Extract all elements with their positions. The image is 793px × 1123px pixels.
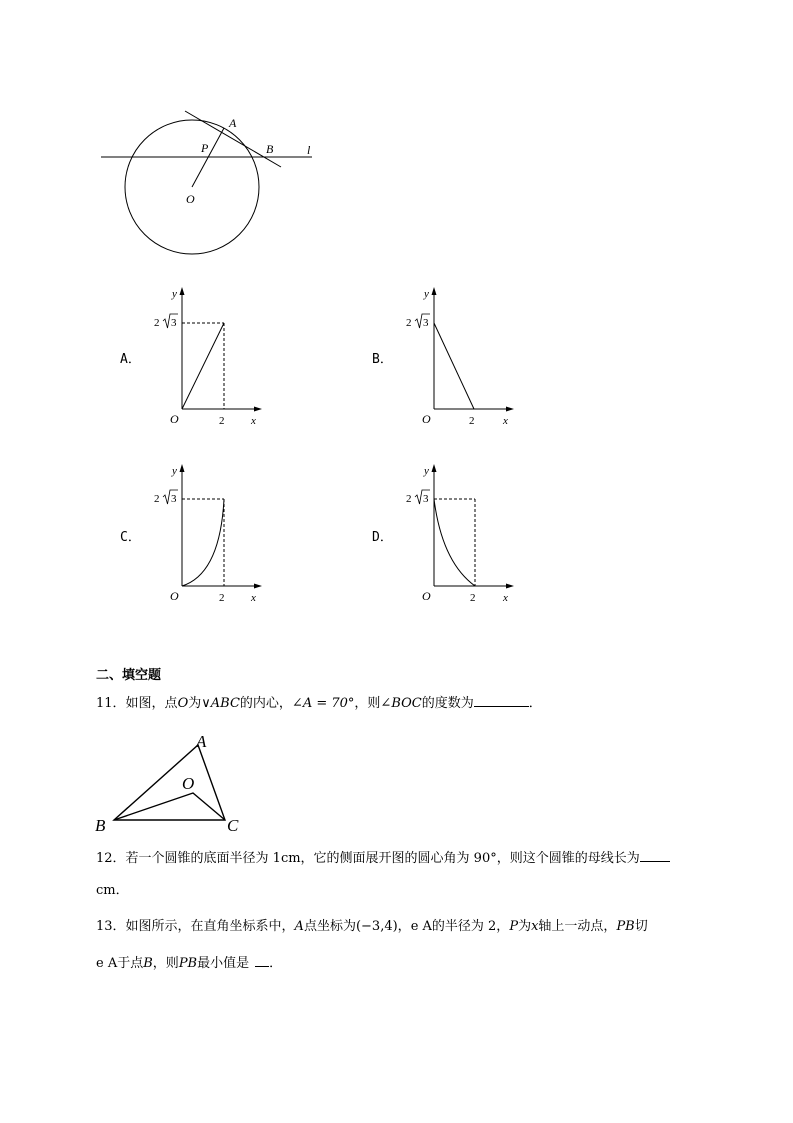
option-a-graph	[150, 285, 270, 430]
label-a: A	[229, 116, 237, 130]
svg-text:2: 2	[219, 592, 225, 604]
q13-point-a: A	[294, 919, 304, 934]
question-12-line-1	[96, 849, 670, 869]
q11-text-5: 的度数为	[421, 696, 474, 711]
svg-text:x: x	[503, 415, 508, 427]
tri-label-b: B	[95, 816, 106, 835]
label-l: l	[307, 143, 311, 157]
graph-curve	[182, 499, 224, 586]
q11-end: ．	[528, 696, 542, 711]
label-p: P	[201, 141, 209, 155]
q13-text-9: ，则	[152, 956, 179, 971]
q11-number: 11．	[96, 696, 126, 711]
q11-point-o: O	[177, 696, 189, 711]
option-b-label: B．	[372, 352, 393, 367]
q13-end: ．	[269, 956, 283, 971]
circle-tangent-figure	[95, 105, 325, 265]
option-d-label: D．	[372, 530, 393, 545]
svg-text:2: 2	[406, 317, 412, 329]
graph-line	[182, 323, 224, 409]
svg-text:2: 2	[219, 415, 225, 427]
q13-text-5: 为	[518, 919, 532, 934]
svg-text:y: y	[424, 288, 429, 300]
q13-point-p: P	[509, 919, 519, 934]
svg-text:x: x	[251, 592, 256, 604]
label-b: B	[266, 142, 274, 156]
svg-text:2: 2	[154, 493, 160, 505]
section-title: 二、填空题	[96, 668, 162, 683]
q13-text-7: 切	[634, 919, 648, 934]
q13-segment-pb: PB	[616, 919, 635, 934]
svg-text:x: x	[251, 415, 256, 427]
q13-text-1: 13．如图所示，在直角坐标系中，	[96, 919, 295, 934]
svg-text:2: 2	[469, 415, 475, 427]
tri-label-a: A	[196, 732, 207, 751]
svg-text:2: 2	[154, 317, 160, 329]
svg-text:3: 3	[171, 493, 177, 505]
q13-circle-a-2: e A	[96, 956, 118, 971]
q13-text-10: 最小值是	[197, 956, 250, 971]
question-12-line-2: cm．	[96, 883, 129, 898]
svg-text:3: 3	[423, 317, 429, 329]
q13-answer-blank[interactable]	[255, 954, 269, 967]
tri-label-c: C	[227, 816, 239, 835]
q13-point-b: B	[143, 956, 153, 971]
option-b-graph	[402, 285, 522, 430]
label-o: O	[186, 192, 195, 206]
q11-angle-boc: ∠BOC	[380, 696, 422, 711]
q11-answer-blank[interactable]	[474, 694, 529, 707]
svg-text:O: O	[170, 412, 179, 426]
q13-coordinate: (−3,4)	[355, 919, 398, 934]
q11-text-4: ，则	[354, 696, 381, 711]
svg-text:y: y	[424, 465, 429, 477]
svg-text:2: 2	[406, 493, 412, 505]
tri-label-o: O	[182, 774, 195, 793]
graph-line	[434, 323, 474, 409]
svg-text:3: 3	[171, 317, 177, 329]
q11-text-3: 的内心，	[239, 696, 292, 711]
q13-text-3: ，	[397, 919, 411, 934]
q13-text-4: 的半径为 2，	[431, 919, 510, 934]
svg-text:O: O	[422, 412, 431, 426]
q13-text-8: 于点	[117, 956, 144, 971]
question-13-line-2	[96, 954, 282, 974]
option-c-label: C．	[120, 530, 141, 545]
question-13-line-1	[96, 917, 648, 937]
svg-text:3: 3	[423, 493, 429, 505]
q11-angle-a: ∠A = 70°	[291, 696, 355, 711]
option-c-graph	[150, 462, 270, 607]
q13-circle-a: e A	[410, 919, 432, 934]
svg-text:O: O	[422, 589, 431, 603]
q11-text-2: 为	[188, 696, 202, 711]
option-a-label: A．	[120, 352, 141, 367]
svg-text:y: y	[172, 465, 177, 477]
graph-curve	[434, 499, 475, 586]
svg-text:y: y	[172, 288, 177, 300]
q13-x-axis: x	[531, 919, 539, 934]
svg-text:x: x	[503, 592, 508, 604]
q12-answer-blank[interactable]	[640, 849, 670, 862]
q12-text: 12．若一个圆锥的底面半径为 1cm，它的侧面展开图的圆心角为 90°，则这个圆锥的母线长为	[96, 851, 640, 866]
option-d-graph	[402, 462, 522, 607]
q11-triangle: ∨ABC	[201, 696, 240, 711]
q13-text-2: 点坐标为	[303, 919, 356, 934]
svg-text:O: O	[170, 589, 179, 603]
svg-text:2: 2	[470, 592, 476, 604]
q11-text-1: 如图，点	[125, 696, 178, 711]
q13-segment-pb-2: PB	[178, 956, 198, 971]
triangle-incenter-figure	[90, 728, 250, 838]
question-11	[96, 694, 542, 714]
q13-text-6: 轴上一动点，	[538, 919, 617, 934]
